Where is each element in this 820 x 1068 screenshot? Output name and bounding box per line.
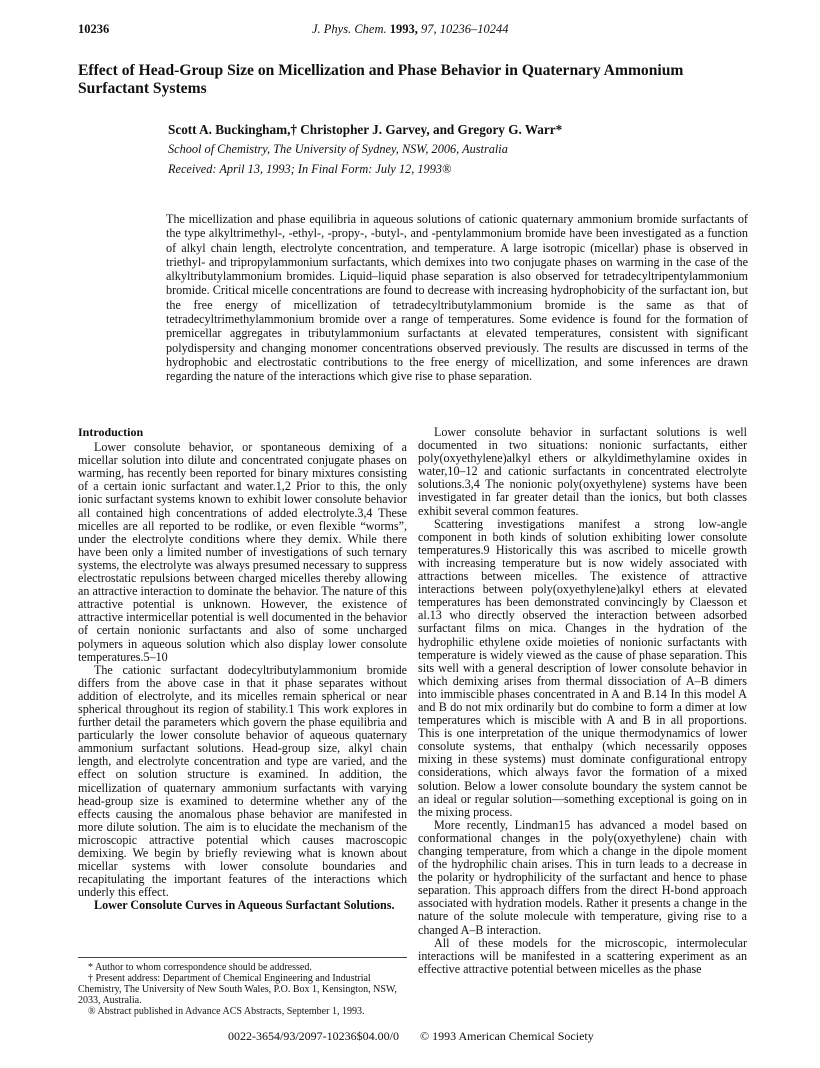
left-column	[78, 426, 407, 912]
page-footer	[228, 1029, 728, 1044]
abstract: The micellization and phase equilibria in aqueous solutions of cationic quaternary ammonium bromide surfactants of the type alkyltrimethyl-, -ethyl-, -propy-, -butyl-, and -pentylammonium bromide have been investigated as a function of alkyl chain length, electrolyte concentration, and temperature. A large isotropic (micellar) phase is observed in triethyl- and tripropylammonium surfactants, which demixes into two conjugate phases on warming in the case of the alkyltributylammonium bromides. Liquid–liquid phase separation is also observed for tetradecyltripentylammonium bromide. Critical micelle concentrations are found to decrease with increasing hydrophobicity of the surfactant ion, but the free energy of micellization of tetradecyltributylammonium bromide is the same as that of tetradecyltrimethylammonium bromide over a range of temperatures. Some evidence is found for the formation of premicellar aggregates in tributylammonium surfactants at elevated temperatures, consistent with significant polydispersity and changing monomer concentrations observed previously. The results are discussed in terms of the hydrophobic and electrostatic contributions to the free energy of micellization, and some inferences are drawn regarding the nature of the interactions which give rise to phase separation.	[166, 212, 748, 384]
journal-name: J. Phys. Chem.	[312, 22, 387, 36]
journal-year: 1993,	[389, 22, 418, 36]
body-paragraph: All of these models for the microscopic, intermolecular interactions will be manifested in a scattering experiment as an effective attractive potential between micelles as the phase	[418, 935, 747, 976]
right-column	[418, 426, 747, 976]
section-heading-introduction: Introduction	[78, 425, 144, 439]
page-number: 10236	[78, 22, 110, 36]
body-paragraph: Lower consolute behavior in surfactant solutions is well documented in two situations: nonionic surfactants, either poly(oxyethylene)alkyl ethers or alkyldimethylamine oxides in water,10–12 and cationic surfactants in concentrated electrolyte solutions.3,4 The nonionic poly(oxyethylene) systems have been investigated in far greater detail than the ionics, but both classes exhibit several common features.	[418, 425, 747, 518]
footnote: * Author to whom correspondence should be addressed.	[88, 962, 312, 973]
author-affiliation: School of Chemistry, The University of Sydney, NSW, 2006, Australia	[168, 142, 508, 156]
footnotes	[78, 957, 407, 1017]
body-paragraph: More recently, Lindman15 has advanced a model based on conformational changes in the poly(oxyethylene) chain with changing temperature, from which a change in the dipole moment of the hydrophilic chain arises. This in turn leads to a decrease in the polarity or hydrophilicity of the surfactant and hence to phase separation. This approach differs from the direct H-bond approach associated with hydration models. Rather it presents a change in the nature of the solute molecule with temperature, giving rise to a changed A–B interaction.	[418, 817, 747, 937]
issn-code: 0022-3654/93/2097-10236$04.00/0	[228, 1029, 399, 1043]
subsection-heading	[78, 899, 407, 912]
received-dates: Received: April 13, 1993; In Final Form: July 12, 1993®	[168, 162, 452, 176]
article-authors: Scott A. Buckingham,† Christopher J. Garvey, and Gregory G. Warr*	[168, 122, 563, 137]
footnote: ® Abstract published in Advance ACS Abstracts, September 1, 1993.	[88, 1006, 365, 1017]
subsection-heading-text: Lower Consolute Curves in Aqueous Surfactant Solutions.	[94, 898, 395, 913]
footnote: † Present address: Department of Chemical Engineering and Industrial Chemistry, The University of New South Wales, P.O. Box 1, Kensington, NSW, 2033, Australia.	[78, 973, 397, 1006]
body-paragraph: The cationic surfactant dodecyltributylammonium bromide differs from the above case in that it phase separates without addition of electrolyte, and its micelles remain spherical or near spherical throughout its region of stability.1 This work explores in further detail the parameters which govern the phase equilibria and particularly the lower consolute behavior of aqueous quaternary ammonium surfactant solutions. Head-group size, alkyl chain length, and electrolyte concentration and type are varied, and the effect on solution structure is examined. In addition, the micellization of quaternary ammonium surfactants with varying head-group size is examined to determine whether any of the effects causing the anomalous phase behavior are manifested in more dilute solution. The aim is to elucidate the mechanism of the microscopic attractive potential which causes macroscopic demixing. We begin by briefly reviewing what is known about micellar systems with lower consolute boundaries and recapitulating the important features of the interactions which underly this effect.	[78, 662, 407, 900]
body-paragraph: Lower consolute behavior, or spontaneous demixing of a micellar solution into dilute and concentrated conjugate phases on warming, has recently been reported for binary mixtures consisting of a certain ionic surfactant and water.1,2 Prior to this, the only ionic surfactant systems known to exhibit lower consolute behavior all contained high concentrations of added electrolyte.3,4 These micelles are all reported to be rodlike, or even flexible “worms”, under the electrolyte conditions where they demix. While there have been only a limited number of investigations of such ternary systems, the electrolyte was always presumed necessary to suppress electrostatic repulsions between charged micelles thereby allowing an attractive interaction to dominate the behavior. The nature of this attractive potential is unknown. However, the existence of attractive intermicellar potential is well documented in the behavior of certain nonionic surfactants and also of some uncharged polymers in aqueous solution which also display lower consolute temperatures.5–10	[78, 440, 407, 664]
journal-volume-pages: 97, 10236–10244	[421, 22, 509, 36]
body-paragraph: Scattering investigations manifest a strong low-angle component in both kinds of solution exhibiting lower consolute temperatures.9 Historically this was ascribed to micelle growth with increasing temperature but is now widely associated with attractions between micelles. The existence of attractive interactions between poly(oxyethylene)alkyl ethers at elevated temperatures has been demonstrated convincingly by Claesson et al.13 who directly observed the interaction between adsorbed surfactant films on mica. Changes in the hydration of the hydrophilic ethylene oxide moieties of nonionic surfactants with temperature is widely viewed as the cause of phase separation. This sits well with a general description of lower consolute behavior in which demixing arises from thermal dissociation of A–B dimers into immiscible phases concentrated in A and B.14 In this model A and B do not mix ordinarily but do combine to form a dimer at low temperatures which is miscible with A and B in all proportions. This is one interpretation of the unique thermodynamics of lower consolute systems, that enthalpy (which necessarily opposes mixing in these systems) must dominate configurational entropy considerations, which always favor the formation of a mixed solution. Below a lower consolute boundary the system cannot be an ideal or regular solution—something exceptional is going on in the mixing process.	[418, 516, 747, 819]
copyright-notice: © 1993 American Chemical Society	[420, 1029, 594, 1043]
article-title: Effect of Head-Group Size on Micellization and Phase Behavior in Quaternary Ammonium Surfactant Systems	[78, 62, 684, 97]
journal-citation	[312, 22, 509, 37]
